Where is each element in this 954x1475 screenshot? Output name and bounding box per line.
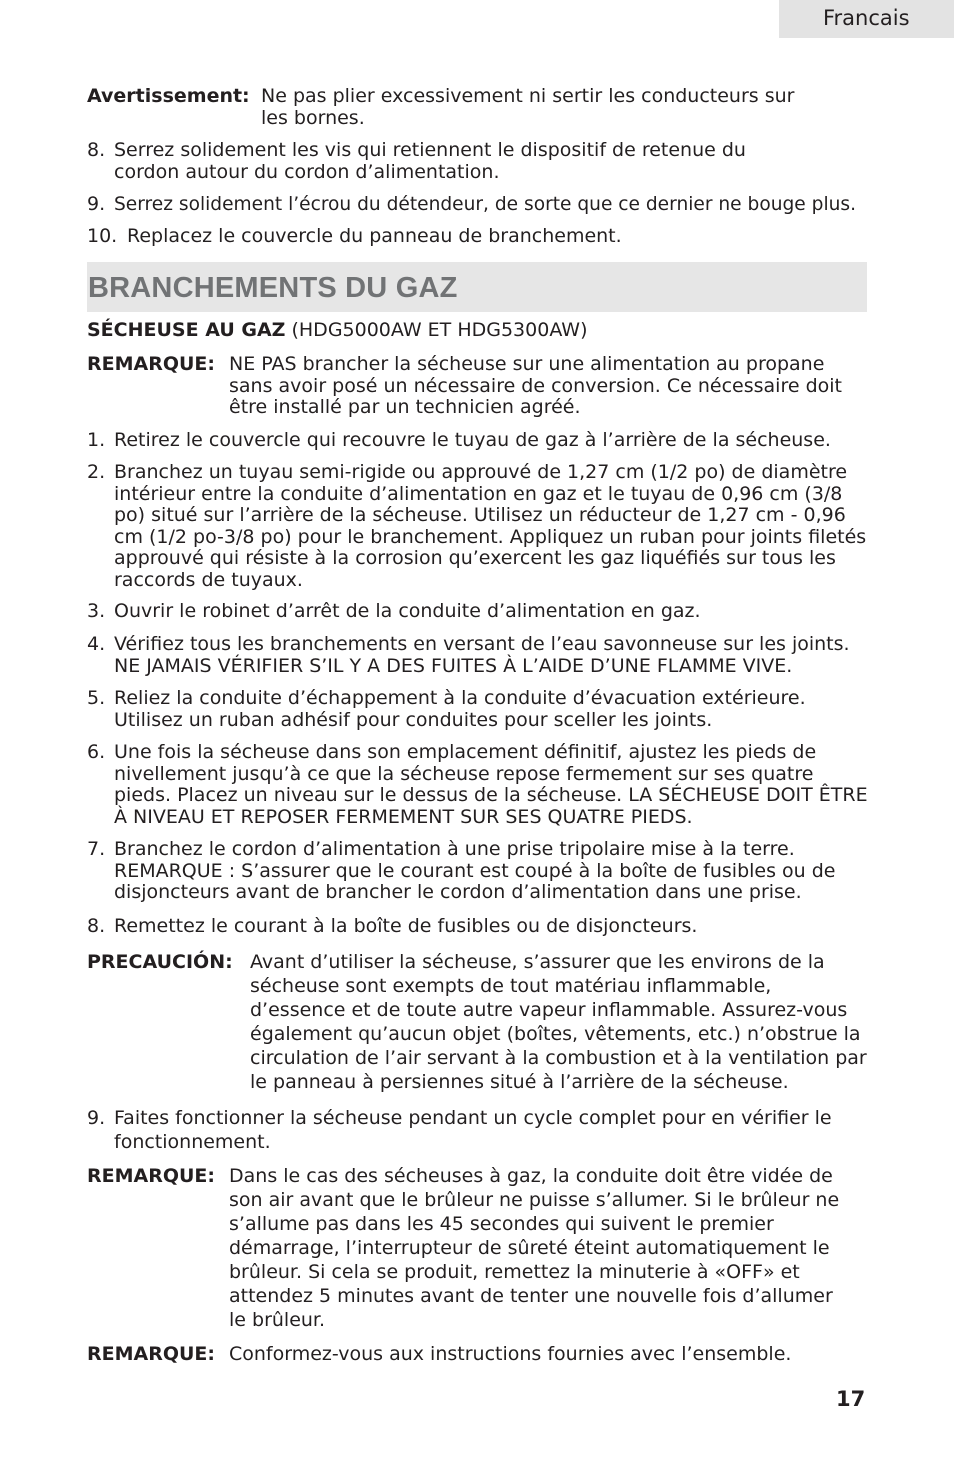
- list-item: [87, 226, 877, 248]
- section-title: BRANCHEMENTS DU GAZ: [88, 272, 458, 304]
- list-item: [87, 462, 877, 591]
- list-item: [87, 916, 877, 938]
- remarque-note-burner: [87, 1164, 877, 1332]
- precaucion-note: [87, 950, 877, 1094]
- warning-text: Ne pas plier excessivement ni sertir les conducteurs sur les bornes.: [261, 85, 795, 129]
- step-text: Branchez un tuyau semi-rigide ou approuvé de 1,27 cm (1/2 po) de diamètre intérieur entre la conduite d’alimentation en gaz et le tuyau de 0,96 cm (3/8 po) situé sur l’arrière de la sécheuse. Utilisez un réducteur de 1,27 cm - 0,96 cm (1/2 po-3/8 po) pour le branchement. Appliquez un ruban pour joints filetés approuvé qui résiste à la corrosion qu’exercent les gaz liquéfiés sur tous les raccords de tuyaux.: [114, 461, 867, 591]
- step-number: 9.: [87, 193, 106, 215]
- warning-note: [87, 86, 877, 129]
- step-number: 9.: [87, 1107, 106, 1129]
- list-item: [87, 688, 877, 731]
- page-number: 17: [836, 1387, 866, 1411]
- step-text: Branchez le cordon d’alimentation à une prise tripolaire mise à la terre. REMARQUE : S’assurer que le courant est coupé à la boîte de fusibles ou de disjoncteurs avant de brancher le cordon d’alimentation dans une prise.: [114, 838, 836, 903]
- step-text: Retirez le couvercle qui recouvre le tuyau de gaz à l’arrière de la sécheuse.: [114, 429, 831, 451]
- remarque-note-propane: [87, 354, 877, 419]
- list-item: [87, 1106, 877, 1154]
- subtitle-bold: SÉCHEUSE AU GAZ: [87, 319, 286, 341]
- list-item: [87, 839, 877, 904]
- section-banner: [87, 262, 867, 312]
- step-number: 10.: [87, 225, 118, 247]
- step-text: Serrez solidement l’écrou du détendeur, de sorte que ce dernier ne bouge plus.: [114, 194, 856, 215]
- note-label: REMARQUE:: [87, 353, 216, 375]
- step-number: 3.: [87, 600, 106, 622]
- product-subtitle: [87, 319, 587, 341]
- step-number: 8.: [87, 915, 106, 937]
- warning-label: Avertissement:: [87, 85, 250, 107]
- list-item: [87, 601, 877, 623]
- language-tab: Francais: [779, 0, 954, 38]
- step-number: 2.: [87, 461, 106, 483]
- note-label: REMARQUE:: [87, 1343, 216, 1365]
- step-number: 6.: [87, 741, 106, 763]
- note-text: NE PAS brancher la sécheuse sur une alimentation au propane sans avoir posé un nécessaire de conversion. Ce nécessaire doit être installé par un technicien agréé.: [229, 353, 843, 418]
- step-text: Une fois la sécheuse dans son emplacement définitif, ajustez les pieds de nivellement jusqu’à ce que la sécheuse repose fermement sur ses quatre pieds. Placez un niveau sur le dessus de la sécheuse. LA SÉCHEUSE DOIT ÊTRE À NIVEAU ET REPOSER FERMEMENT SUR SES QUATRE PIEDS.: [114, 741, 868, 828]
- list-item: [87, 140, 877, 183]
- caution-text: Avant d’utiliser la sécheuse, s’assurer que les environs de la sécheuse sont exempts de tout matériau inflammable, d’essence et de toute autre vapeur inflammable. Assurez-vous également qu’aucun objet (boîtes, vêtements, etc.) n’obstrue la circulation de l’air servant à la combustion et à la ventilation par le panneau à persiennes situé à l’arrière de la sécheuse.: [250, 951, 867, 1093]
- note-text: Dans le cas des sécheuses à gaz, la conduite doit être vidée de son air avant que le brûleur ne puisse s’allumer. Si le brûleur ne s’allume pas dans les 45 secondes qui suivent le premier démarrage, l’interrupteur de sûreté éteint automatiquement le brûleur. Si cela se produit, remettez la minuterie à «OFF» et attendez 5 minutes avant de tenter une nouvelle fois d’allumer le brûleur.: [229, 1165, 840, 1331]
- step-text: Replacez le couvercle du panneau de branchement.: [127, 225, 622, 247]
- note-label: REMARQUE:: [87, 1165, 216, 1187]
- subtitle-models: (HDG5000AW ET HDG5300AW): [291, 319, 588, 341]
- step-number: 4.: [87, 633, 106, 655]
- step-number: 1.: [87, 429, 106, 451]
- list-item: [87, 634, 877, 677]
- step-number: 7.: [87, 838, 106, 860]
- list-item: [87, 194, 877, 216]
- step-text: Ouvrir le robinet d’arrêt de la conduite d’alimentation en gaz.: [114, 600, 701, 622]
- step-text: Remettez le courant à la boîte de fusibles ou de disjoncteurs.: [114, 915, 698, 937]
- step-text: Reliez la conduite d’échappement à la conduite d’évacuation extérieure. Utilisez un ruban adhésif pour conduites pour sceller les joints.: [114, 687, 806, 731]
- step-number: 5.: [87, 687, 106, 709]
- step-text: Faites fonctionner la sécheuse pendant un cycle complet pour en vérifier le fonctionnement.: [114, 1107, 832, 1153]
- remarque-note-instructions: [87, 1344, 877, 1366]
- list-item: [87, 742, 877, 828]
- step-text: Vérifiez tous les branchements en versant de l’eau savonneuse sur les joints. NE JAMAIS VÉRIFIER S’IL Y A DES FUITES À L’AIDE D’UNE FLAMME VIVE.: [114, 633, 850, 677]
- step-number: 8.: [87, 139, 106, 161]
- list-item: [87, 430, 877, 452]
- note-text: Conformez-vous aux instructions fournies avec l’ensemble.: [229, 1343, 792, 1365]
- caution-label: PRECAUCIÓN:: [87, 951, 233, 973]
- step-text: Serrez solidement les vis qui retiennent le dispositif de retenue du cordon autour du cordon d’alimentation.: [114, 139, 746, 183]
